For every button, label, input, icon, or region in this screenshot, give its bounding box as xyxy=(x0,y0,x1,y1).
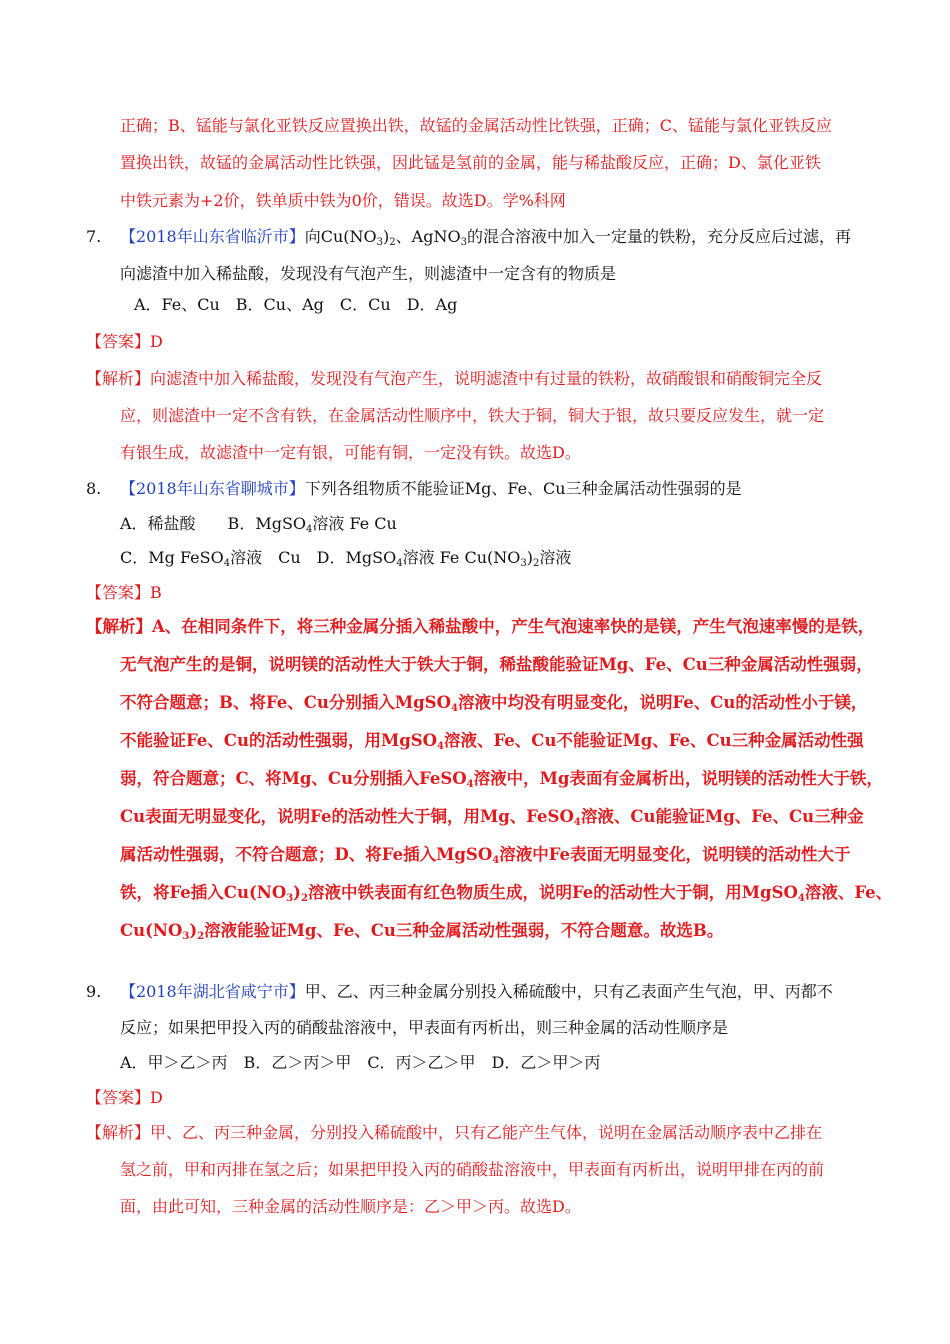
subscript: 3 xyxy=(520,558,527,569)
subscript: 4 xyxy=(396,558,403,569)
subscript: 3 xyxy=(460,237,467,248)
analysis-text: 不能验证Fe、Cu的活动性强弱，用MgSO xyxy=(120,731,438,750)
analysis-text: 弱，符合题意；C、将Mg、Cu分别插入FeSO xyxy=(120,769,467,788)
prev-analysis-line-2: 置换出铁，故锰的金属活动性比铁强，因此锰是氢前的金属，能与稀盐酸反应，正确；D、氯化亚铁 xyxy=(120,153,821,172)
question-source: 【2018年山东省聊城市】 xyxy=(120,479,305,498)
analysis-text: Cu(NO xyxy=(120,921,183,940)
question-source: 【2018年湖北省咸宁市】 xyxy=(120,982,305,1001)
question-7-stem-line-1 xyxy=(86,226,851,248)
stem-text: 甲、乙、丙三种金属分别投入稀硫酸中，只有乙表面产生气泡，甲、丙都不 xyxy=(304,982,833,1001)
question-8-stem xyxy=(86,478,742,500)
question-source: 【2018年山东省临沂市】 xyxy=(120,227,305,246)
question-9-stem-line-1 xyxy=(86,981,833,1003)
subscript: 4 xyxy=(437,741,444,752)
prev-analysis-line-3: 中铁元素为+2价，铁单质中铁为0价，错误。故选D。学%科网 xyxy=(120,191,566,210)
subscript: 3 xyxy=(182,931,190,942)
question-8-analysis-line-1: 【解析】A、在相同条件下，将三种金属分插入稀盐酸中，产生气泡速率快的是镁，产生气泡速率慢的是铁， xyxy=(86,617,875,636)
question-8-answer: 【答案】B xyxy=(86,583,162,602)
question-7-analysis-line-2: 应，则滤渣中一定不含有铁，在金属活动性顺序中，铁大于铜，铜大于银，故只要反应发生，就一定 xyxy=(120,406,825,425)
subscript: 4 xyxy=(466,779,474,790)
question-8-analysis-line-3 xyxy=(120,692,867,714)
analysis-text: 不符合题意；B、将Fe、Cu分别插入MgSO xyxy=(120,693,451,712)
analysis-text: 属活动性强弱，不符合题意；D、将Fe插入MgSO xyxy=(120,845,493,864)
stem-text: 下列各组物质不能验证Mg、Fe、Cu三种金属活动性强弱的是 xyxy=(304,479,742,498)
question-number: 7. xyxy=(86,227,102,246)
stem-text: 的混合溶液中加入一定量的铁粉，充分反应后过滤，再 xyxy=(466,227,851,246)
question-8-analysis-line-8 xyxy=(120,882,892,904)
question-7-options: A．Fe、Cu B．Cu、Ag C．Cu D．Ag xyxy=(134,295,458,314)
subscript: 4 xyxy=(573,817,581,828)
question-8-analysis-line-6 xyxy=(120,806,864,828)
analysis-text: ) xyxy=(189,921,198,940)
analysis-text: 溶液中，Mg表面有金属析出，说明镁的活动性大于铁， xyxy=(473,769,883,788)
question-9-analysis-line-2: 氢之前，甲和丙排在氢之后；如果把甲投入丙的硝酸盐溶液中，甲表面有丙析出，说明甲排在丙的前 xyxy=(120,1160,825,1179)
analysis-text: 铁，将Fe插入Cu(NO xyxy=(120,883,287,902)
subscript: 3 xyxy=(376,237,384,248)
analysis-text: Cu表面无明显变化，说明Fe的活动性大于铜，用Mg、FeSO xyxy=(120,807,574,826)
question-8-analysis-line-7 xyxy=(120,844,851,866)
analysis-text: 溶液、Fe、Cu不能验证Mg、Fe、Cu三种金属活动性强 xyxy=(444,731,864,750)
analysis-text: 溶液能验证Mg、Fe、Cu三种金属活动性强弱，不符合题意。故选B。 xyxy=(204,921,724,940)
question-number: 8. xyxy=(86,479,102,498)
question-8-analysis-line-5 xyxy=(120,768,883,790)
question-9-analysis-line-1: 【解析】甲、乙、丙三种金属，分别投入稀硫酸中，只有乙能产生气体，说明在金属活动顺序表中乙排在 xyxy=(86,1123,823,1142)
question-9-answer: 【答案】D xyxy=(86,1088,163,1107)
subscript: 2 xyxy=(300,893,308,904)
subscript: 2 xyxy=(389,237,396,248)
question-7-answer: 【答案】D xyxy=(86,332,163,351)
option-text: 溶液 Fe Cu(NO xyxy=(402,548,521,567)
analysis-text: 溶液中Fe表面无明显变化，说明镁的活动性大于 xyxy=(499,845,851,864)
option-text: 溶液 Cu D．MgSO xyxy=(230,548,397,567)
subscript: 4 xyxy=(306,524,313,535)
question-9-stem-line-2: 反应；如果把甲投入丙的硝酸盐溶液中，甲表面有丙析出，则三种金属的活动性顺序是 xyxy=(120,1018,729,1037)
subscript: 4 xyxy=(492,855,500,866)
subscript: 4 xyxy=(223,558,231,569)
question-9-options: A．甲＞乙＞丙 B．乙＞丙＞甲 C．丙＞乙＞甲 D．乙＞甲＞丙 xyxy=(120,1053,601,1072)
question-8-analysis-line-2: 无气泡产生的是铜，说明镁的活动性大于铁大于铜，稀盐酸能验证Mg、Fe、Cu三种金属活动性强弱， xyxy=(120,655,873,674)
question-8-options-cd xyxy=(120,547,571,569)
question-7-analysis-line-1: 【解析】向滤渣中加入稀盐酸，发现没有气泡产生，说明滤渣中有过量的铁粉，故硝酸银和硝酸铜完全反 xyxy=(86,369,823,388)
subscript: 2 xyxy=(197,931,205,942)
question-7-analysis-line-3: 有银生成，故滤渣中一定有银，可能有铜，一定没有铁。故选D。 xyxy=(120,443,581,462)
option-text: 溶液 xyxy=(539,548,572,567)
subscript: 4 xyxy=(450,703,458,714)
stem-text: 、AgNO xyxy=(395,227,461,246)
subscript: 3 xyxy=(286,893,294,904)
subscript: 4 xyxy=(797,893,805,904)
analysis-text: 溶液、Fe、 xyxy=(804,883,893,902)
option-text: A．稀盐酸 B．MgSO xyxy=(120,514,307,533)
subscript: 2 xyxy=(532,558,540,569)
question-8-analysis-line-4 xyxy=(120,730,864,752)
stem-text: ) xyxy=(383,227,390,246)
option-text: 溶液 Fe Cu xyxy=(312,514,397,533)
prev-analysis-line-1: 正确；B、锰能与氯化亚铁反应置换出铁，故锰的金属活动性比铁强，正确；C、锰能与氯化亚铁反应 xyxy=(120,116,833,135)
analysis-text: ) xyxy=(293,883,301,902)
analysis-text: 溶液中均没有明显变化，说明Fe、Cu的活动性小于镁， xyxy=(457,693,868,712)
analysis-text: 溶液中铁表面有红色物质生成，说明Fe的活动性大于铜，用MgSO xyxy=(307,883,798,902)
option-text: ) xyxy=(526,548,533,567)
question-9-analysis-line-3: 面，由此可知，三种金属的活动性顺序是：乙＞甲＞丙。故选D。 xyxy=(120,1197,581,1216)
stem-text: 向Cu(NO xyxy=(304,227,377,246)
option-text: C．Mg FeSO xyxy=(120,548,224,567)
question-7-stem-line-2: 向滤渣中加入稀盐酸，发现没有气泡产生，则滤渣中一定含有的物质是 xyxy=(120,264,617,283)
question-8-analysis-line-9 xyxy=(120,920,723,942)
question-number: 9. xyxy=(86,982,102,1001)
analysis-text: 溶液、Cu能验证Mg、Fe、Cu三种金 xyxy=(580,807,864,826)
question-8-options-ab xyxy=(120,513,397,535)
